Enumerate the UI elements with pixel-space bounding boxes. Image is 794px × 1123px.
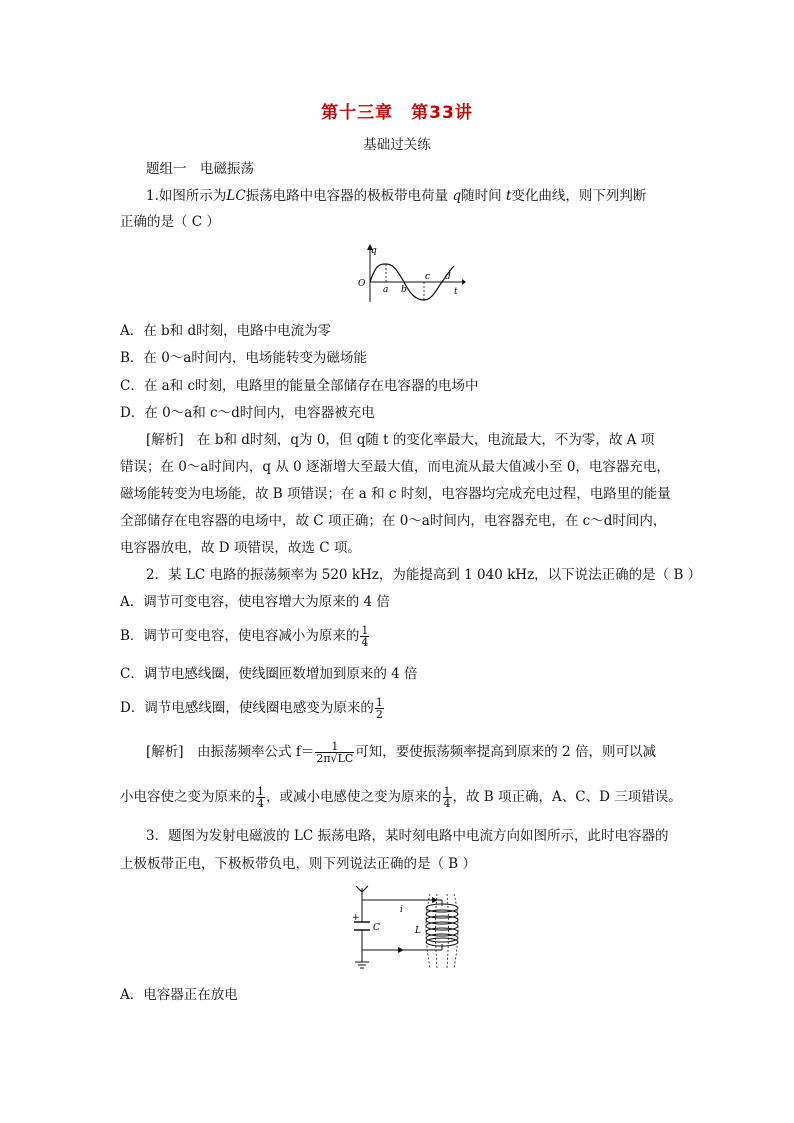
q1-analysis-line5: 电容器放电，故 D 项错误，故选 C 项。: [120, 540, 361, 556]
inductor-coil: [426, 904, 458, 946]
q1-analysis-line3: 磁场能转变为电场能，故 B 项错误；在 a 和 c 时刻，电容器均完成充电过程，电路里的能量: [120, 486, 671, 502]
field-line-right-inner: [447, 894, 449, 968]
label-c: c: [425, 272, 431, 282]
q2-option-b: B．调节可变电容，使电容减小为原来的 $\frac{1}{4}$: [120, 624, 369, 649]
frequency-formula: $\frac{1}{2\pi√LC}$: [316, 740, 354, 765]
q2-option-c: C．调节电感线圈，使线圈匝数增加到原来的 4 倍: [120, 666, 418, 682]
q1-option-b: B．在 0～a时间内，电场能转变为磁场能: [120, 350, 367, 366]
label-q: q: [371, 246, 377, 256]
label-d: d: [445, 272, 451, 282]
section-subtitle: 基础过关练: [363, 137, 431, 153]
q1-stem: 1.如图所示为LC振荡电路中电容器的极板带电荷量 q随时间 t变化曲线，则下列判断: [146, 188, 647, 204]
q2-stem: 2．某 LC 电路的振荡频率为 520 kHz，为能提高到 1 040 kHz，以下说法正确的是（ B ）: [146, 567, 702, 583]
q1-stem-line2: 正确的是（ C ）: [120, 214, 220, 230]
label-plus: +: [352, 913, 360, 923]
q2-option-d: D．调节电感线圈，使线圈电感变为原来的 $\frac{1}{2}$: [120, 696, 383, 721]
fraction-one-quarter: $\frac{1}{4}$: [361, 624, 369, 649]
q3-stem-line2: 上极板带正电，下极板带负电，则下列说法正确的是（ B ）: [120, 856, 477, 872]
q1-option-c: C．在 a和 c时刻，电路里的能量全部储存在电容器的电场中: [120, 378, 479, 394]
lc-circuit-figure: [342, 880, 472, 976]
label-a: a: [383, 285, 389, 295]
q-t-graph-figure: [350, 244, 466, 304]
q3-stem-line1: 3．题图为发射电磁波的 LC 振荡电路，某时刻电路中电流方向如图所示，此时电容器的: [146, 828, 669, 844]
group-heading: 题组一 电磁振荡: [146, 161, 254, 177]
q2-option-a: A．调节可变电容，使电容增大为原来的 4 倍: [120, 594, 390, 610]
q3-option-a: A．电容器正在放电: [120, 987, 238, 1003]
q2-analysis-line1: [解析] 由振荡频率公式 f＝ $\frac{1}{2\pi√LC}$ 可知，要使振荡频率提高到原来的 2 倍，则可以减: [146, 740, 656, 765]
current-arrow-bottom: [398, 947, 404, 953]
t-axis-arrow: [462, 279, 466, 285]
label-o: O: [358, 279, 366, 289]
q2-analysis-line2: 小电容使之变为原来的 $\frac{1}{4}$ ，或减小电感使之变为原来的 $\frac{1}{4}$ ，故 B 项正确，A、C、D 三项错误。: [120, 785, 682, 810]
q1-option-a: A．在 b和 d时刻，电路中电流为零: [120, 323, 332, 339]
q1-analysis-line4: 全部储存在电容器的电场中，故 C 项正确；在 0～a时间内，电容器充电，在 c～d时间内，: [120, 513, 667, 529]
label-b: b: [401, 285, 407, 295]
fraction-one-quarter-c: $\frac{1}{4}$: [257, 785, 264, 810]
label-inductor: L: [415, 926, 421, 936]
label-capacitor: C: [373, 923, 380, 933]
chapter-title: 第十三章 第33讲: [321, 103, 473, 123]
q1-option-d: D．在 0～a和 c～d时间内，电容器被充电: [120, 405, 375, 421]
q1-analysis-line1: [解析] 在 b和 d时刻，q为 0，但 q随 t 的变化率最大，电流最大，不为零，故 A 项: [146, 432, 655, 448]
q1-analysis-line2: 错误；在 0～a时间内，q 从 0 逐渐增大至最大值，而电流从最大值减小至 0，电容器充电，: [120, 459, 670, 475]
label-t: t: [454, 287, 458, 297]
label-current: i: [400, 905, 403, 915]
fraction-one-quarter-l: $\frac{1}{4}$: [443, 785, 451, 810]
current-arrow-top: [432, 897, 438, 903]
fraction-one-half: $\frac{1}{2}$: [375, 696, 383, 721]
field-line-left-inner: [436, 894, 438, 968]
